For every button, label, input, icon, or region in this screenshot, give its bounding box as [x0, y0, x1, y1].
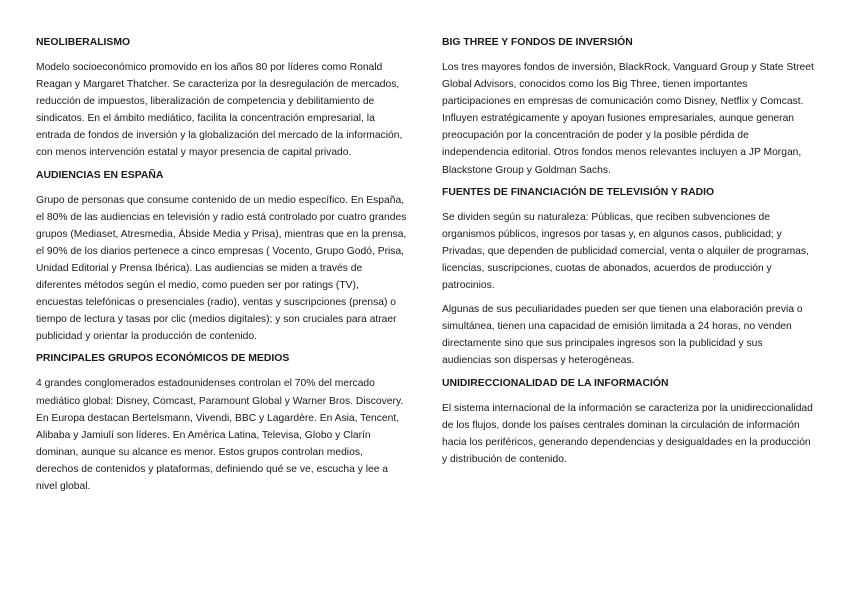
section-heading: PRINCIPALES GRUPOS ECONÓMICOS DE MEDIOS	[36, 353, 290, 365]
section-paragraph: Se dividen según su naturaleza: Públicas, que reciben subvenciones de organismos públicos, ingresos por tasas y, en algunos casos, publicidad; y Privadas, que dependen de publicidad comercial, venta o alquiler de programas, licencias, suscripciones, cuotas de abonados, acuerdos de producción y patrocinios.	[442, 211, 809, 292]
right-column	[442, 36, 814, 475]
section-heading: BIG THREE Y FONDOS DE INVERSIÓN	[442, 37, 633, 48]
section-paragraph: Modelo socioeconómico promovido en los años 80 por líderes como Ronald Reagan y Margaret Thatcher. Se caracteriza por la desregulación de mercados, reducción de impuestos, liberalización de competencia y debilitamiento de sindicatos. En el ámbito mediático, facilita la concentración empresarial, la entrada de fondos de inversión y la globalización del mercado de la información, con menos intervención estatal y mayor presencia de capital privado.	[36, 62, 403, 159]
section-paragraph: El sistema internacional de la información se caracteriza por la unidireccionalidad de los flujos, donde los países centrales dominan la circulación de información hacia los periféricos, generando dependencias y desigualdades en la producción y distribución de contenido.	[442, 402, 813, 465]
section-neoliberalismo	[36, 36, 408, 162]
section-paragraph: Los tres mayores fondos de inversión, BlackRock, Vanguard Group y State Street Global Advisors, conocidos como los Big Three, tienen importantes participaciones en empresas de comunicación como Disney, Netflix y Comcast. Influyen estratégicamente y apoyan fusiones empresariales, aunque generan preocupación por la concentración de poder y la posible pérdida de independencia editorial. Otros fondos menos relevantes incluyen a JP Morgan, Blackstone Group y Goldman Sachs.	[442, 62, 814, 176]
section-heading: UNIDIRECCIONALIDAD DE LA INFORMACIÓN	[442, 377, 669, 389]
section-audiencias	[36, 169, 408, 346]
left-column	[36, 36, 408, 502]
section-heading: AUDIENCIAS EN ESPAÑA	[36, 169, 164, 181]
section-paragraph: Algunas de sus peculiaridades pueden ser que tienen una elaboración previa o simultánea, tienen una capacidad de emisión limitada a 24 horas, no venden directamente sino que sus principales ingresos son la publicidad y sus audiencias son dispersas y heterogéneas.	[442, 304, 803, 367]
section-big-three	[442, 36, 814, 179]
section-heading: NEOLIBERALISMO	[36, 37, 131, 48]
section-unidireccionalidad	[442, 377, 814, 468]
section-grupos-economicos	[36, 352, 408, 495]
section-financiacion	[442, 186, 814, 370]
section-paragraph: 4 grandes conglomerados estadounidenses controlan el 70% del mercado mediático global: Disney, Comcast, Paramount Global y Warner Bros. Discovery. En Europa destacan Bertelsmann, Vivendi, BBC y Lagardère. En Asia, Tencent, Alibaba y Jamiulí son líderes. En América Latina, Televisa, Globo y Clarín dominan, aunque su alcance es menor. Estos grupos controlan medios, derechos de contenidos y plataformas, definiendo qué se ve, escucha y lee a nivel global.	[36, 378, 404, 492]
section-paragraph: Grupo de personas que consume contenido de un medio específico. En España, el 80% de las audiencias en televisión y radio está controlado por cuatro grandes grupos (Mediaset, Atresmedia, Ábside Media y Prisa), mientras que en la prensa, el 90% de los diarios pertenece a cinco empresas ( Vocento, Grupo Godó, Prisa, Unidad Editorial y Prensa Ibérica). Las audiencias se miden a través de diferentes métodos según el medio, como pueden ser por ratings (TV), encuestas telefónicas o presenciales (radio), ventas y suscripciones (prensa) o tiempo de lectura y tasas por clic (medios digitales); y son cruciales para atraer publicidad y orientar la producción de contenido.	[36, 194, 407, 343]
section-heading: FUENTES DE FINANCIACIÓN DE TELEVISIÓN Y RADIO	[442, 186, 715, 198]
